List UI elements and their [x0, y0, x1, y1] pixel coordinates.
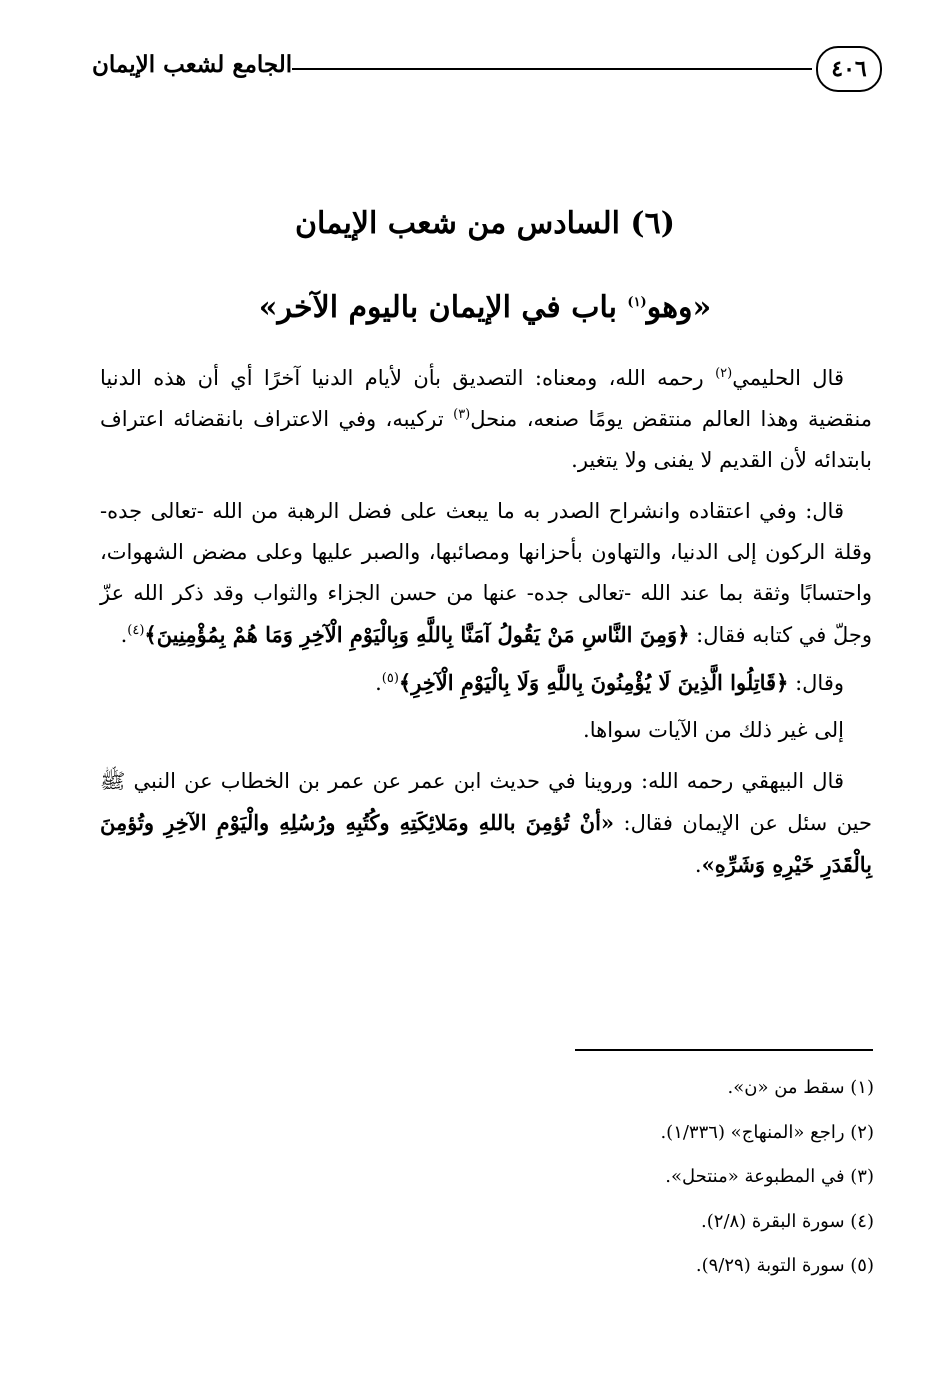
hadith-quote: «أنْ تُؤمِنَ باللهِ ومَلائِكَتِهِ وكُتُبِهِ ورُسُلِهِ والْيَوْمِ الآخِرِ وتُؤمِنَ بِالْقَدَرِ خَيْرِهِ وَشَرِّهِ»: [100, 810, 872, 877]
book-title: الجامع لشعب الإيمان: [92, 51, 293, 78]
paragraph-other-verses: [100, 710, 872, 751]
text-run: وقال:: [788, 671, 844, 695]
footnote-ref: (٢): [715, 366, 733, 381]
text-run: .: [694, 853, 702, 877]
footnote-5: (٥) سورة التوبة (٩/٢٩).: [695, 1255, 874, 1276]
paragraph-bayhaqi: [100, 761, 872, 886]
text-run: تركيبه، وفي الاعتراف بانقضائه اعتراف بابتدائه لأن القديم لا يفنى ولا يتغير.: [100, 407, 872, 472]
running-header: [92, 44, 882, 102]
section-title-start: «وهو: [646, 290, 712, 325]
section-title: [100, 290, 870, 325]
salla-symbol: ﷺ: [100, 769, 126, 793]
text-run: .: [120, 623, 128, 647]
footnote-ref: (٤): [127, 623, 145, 638]
footnote-1: (١) سقط من «ن».: [727, 1077, 874, 1098]
paragraph-qatilu: [100, 662, 872, 704]
text-run: قال الحليمي: [732, 366, 844, 390]
page-number: ٤٠٦: [816, 46, 882, 92]
header-rule: [292, 68, 812, 70]
footnotes: [354, 1066, 874, 1289]
section-title-end: باب في الإيمان باليوم الآخر»: [258, 290, 628, 325]
text-run: رحمه الله، ومعناه: التصديق بأن لأيام الدنيا آخرًا أي أن هذه الدنيا منقضية وهذا العالم منتقض يومًا صنعه، منحل: [100, 366, 872, 431]
footnote-3: (٣) في المطبوعة «منتحل».: [665, 1166, 874, 1187]
text-run: حين سئل عن الإيمان فقال:: [614, 811, 873, 835]
text-run: قال البيهقي رحمه الله: وروينا في حديث ابن عمر عن عمر بن الخطاب عن النبي: [125, 769, 844, 793]
main-text: [100, 358, 872, 896]
footnote-separator: [575, 1049, 873, 1051]
paragraph-belief: [100, 491, 872, 656]
quran-verse: ﴿قَاتِلُوا الَّذِينَ لَا يُؤْمِنُونَ بِاللَّهِ وَلَا بِالْيَوْمِ الْآخِرِ﴾: [398, 670, 789, 695]
footnote-4: (٤) سورة البقرة (٢/٨).: [701, 1210, 874, 1232]
footnote-ref: (١): [627, 295, 647, 310]
footnote-ref: (٣): [453, 407, 471, 422]
text-run: إلى غير ذلك من الآيات سواها.: [583, 718, 844, 742]
chapter-title: (٦) السادس من شعب الإيمان: [295, 206, 675, 241]
footnote-ref: (٥): [381, 671, 399, 686]
quran-verse: ﴿وَمِنَ النَّاسِ مَنْ يَقُولُ آمَنَّا بِاللَّهِ وَبِالْيَوْمِ الْآخِرِ وَمَا هُمْ بِمُؤْمِنِينَ﴾: [144, 622, 690, 647]
footnote-2: (٢) راجع «المنهاج» (١/٣٣٦).: [660, 1121, 874, 1143]
text-run: قال: وفي اعتقاده وانشراح الصدر به ما يبعث على فضل الرهبة من الله -تعالى جده- وقلة الركون إلى الدنيا، والتهاون بأحزانها ومصائبها، والصبر عليها وعلى مضض الشهوات، واحتسابًا وثقة بما عند الله -تعالى جده- عنها من حسن الجزاء والثواب وقد ذكر الله عزّ وجلّ في كتابه فقال:: [100, 499, 872, 647]
paragraph-halimi: [100, 358, 872, 481]
text-run: .: [375, 671, 382, 695]
